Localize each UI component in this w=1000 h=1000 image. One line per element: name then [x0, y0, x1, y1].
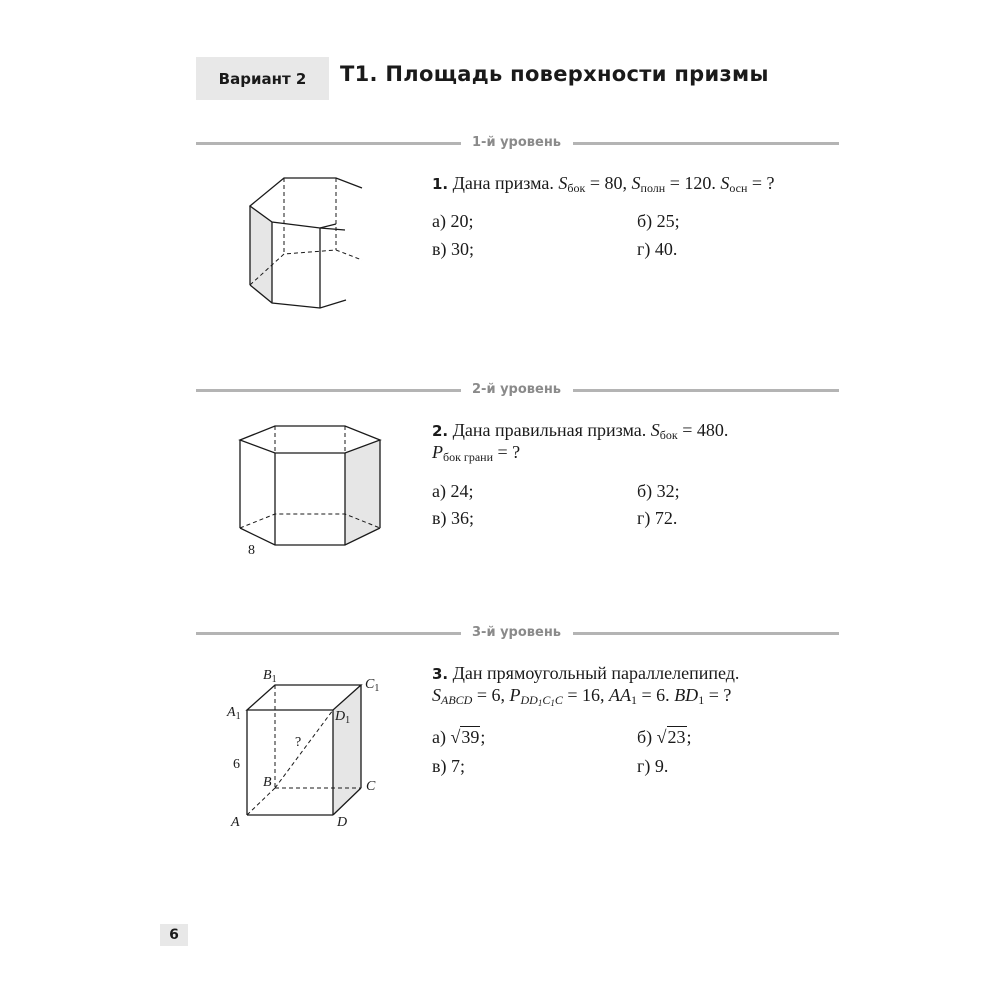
problem-number: 2. [432, 422, 449, 440]
answer-option-d: г) 9. [637, 756, 669, 776]
edge-length-label: 6 [233, 757, 240, 772]
svg-text:C1: $C_1$ [365, 677, 380, 694]
prism-figure-1 [240, 170, 380, 320]
problem-text: Дана правильная призма. [452, 420, 647, 440]
page-title: Т1. Площадь поверхности призмы [340, 62, 769, 86]
vertex-label: D [337, 815, 348, 830]
vertex-label: A [227, 705, 236, 720]
level-divider-line [196, 389, 461, 392]
problem-number: 3. [432, 665, 449, 683]
answer-option-a: а) √39; [432, 727, 486, 747]
level-divider-line [573, 389, 839, 392]
variant-label: Вариант 2 [196, 57, 329, 100]
answer-option-b: б) 32; [637, 481, 680, 501]
edge-length-label: 8 [248, 543, 255, 558]
vertex-label: A [231, 815, 240, 830]
vertex-label: B [263, 775, 272, 790]
answer-option-d: г) 40. [637, 239, 678, 259]
svg-text:B1: $B_1$ [263, 668, 277, 685]
problem-2-statement: 2. Дана правильная призма. $S_{бок} = 480$. $P_{бок грани}$ = ? [432, 420, 729, 465]
level-divider-line [196, 142, 461, 145]
answer-option-b: б) √23; [637, 727, 692, 747]
unknown-label: ? [295, 735, 302, 750]
answer-option-a: а) 20; [432, 211, 474, 231]
vertex-label: B [263, 668, 272, 683]
answer-option-c: в) 7; [432, 756, 465, 776]
problem-text: Дан прямоугольный параллелепипед. [452, 663, 740, 683]
svg-text:A1: $A_1$ [227, 705, 241, 722]
svg-text:D1: $D_1$ [335, 709, 351, 726]
level-2-label: 2-й уровень [472, 382, 562, 397]
level-1-label: 1-й уровень [472, 135, 562, 150]
hexagonal-prism-figure [230, 418, 390, 563]
answer-option-a: а) 24; [432, 481, 474, 501]
answer-option-b: б) 25; [637, 211, 680, 231]
answer-option-d: г) 72. [637, 508, 678, 528]
problem-3-statement: 3. Дан прямоугольный параллелепипед. $S_{ABCD} = 6$, $P_{DD1C1C} = 16$, $AA_1 = 6$. $BD_1$ = ? [432, 663, 740, 708]
problem-number: 1. [432, 175, 449, 193]
problem-1-statement: 1. Дана призма. $S_{бок} = 80$, $S_{полн} = 120$. $S_{осн}$ = ? [432, 173, 775, 195]
page-number: 6 [160, 924, 188, 946]
level-3-label: 3-й уровень [472, 625, 562, 640]
parallelepiped-figure [225, 660, 395, 835]
level-divider-line [573, 632, 839, 635]
vertex-label: C [366, 779, 376, 794]
answer-option-c: в) 36; [432, 508, 474, 528]
vertex-label: D [335, 709, 346, 724]
level-divider-line [573, 142, 839, 145]
vertex-label: C [365, 677, 375, 692]
level-divider-line [196, 632, 461, 635]
answer-option-c: в) 30; [432, 239, 474, 259]
problem-text: Дана призма. [452, 173, 554, 193]
